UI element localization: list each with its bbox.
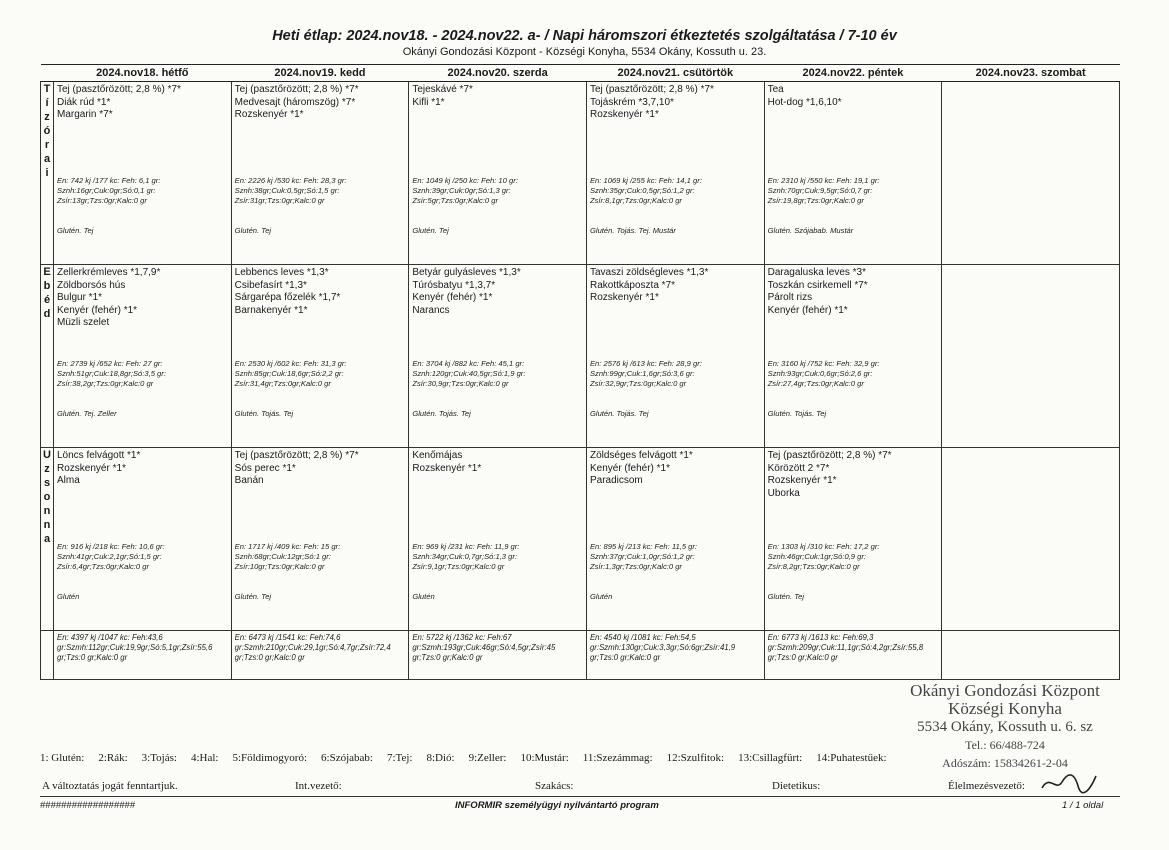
dish-item: Túrósbatyu *1,3,7* — [412, 279, 496, 291]
daily-total: En: 6773 kj /1613 kc: Feh:69,3 gr:Szmh:209gr;Cuk:11,1gr;Só:4,2gr;Zsír:55,8 gr;Tzs:0 gr;Kalc:0 gr — [764, 631, 942, 680]
dish-item: Banán — [234, 475, 264, 486]
meal-label — [41, 448, 54, 631]
menu-cell — [54, 448, 232, 631]
dish-list — [57, 84, 228, 122]
nutrition-line: En: 2226 kj /530 kc: Feh: 28,3 gr: — [234, 176, 347, 185]
dish-list — [235, 450, 406, 488]
day-header: 2024.nov20. szerda — [409, 65, 587, 82]
daily-total: En: 4397 kj /1047 kc: Feh:43,6 gr:Szmh:112gr;Cuk:19,9gr;Só:5,1gr;Zsír:55,6 gr;Tzs:0 gr;Kalc:0 gr — [54, 631, 232, 680]
nutrition-line: Sznh:35gr;Cuk:0,5gr;Só:1,2 gr: — [589, 186, 695, 195]
nutrition-line: Zsír:6,4gr;Tzs:0gr;Kalc:0 gr — [57, 562, 149, 571]
nutrition-line: Zsír:32,9gr;Tzs:0gr;Kalc:0 gr — [589, 379, 687, 388]
dish-item: Rozskenyér *1* — [589, 292, 659, 303]
nutrition-line: Zsír:30,9gr;Tzs:0gr;Kalc:0 gr — [412, 379, 509, 388]
meal-label-letter: ó — [43, 125, 51, 137]
institution-stamp — [885, 682, 1125, 772]
menu-cell — [764, 265, 942, 448]
daily-total: En: 4540 kj /1081 kc: Feh:54,5 gr:Szmh:130gr;Cuk:3,3gr;Só:6gr;Zsír:41,9 gr;Tzs:0 gr;Kalc:0 gr — [586, 631, 764, 680]
meal-label-letter: z — [44, 111, 50, 123]
menu-cell — [586, 448, 764, 631]
day-header: 2024.nov22. péntek — [764, 65, 942, 82]
daily-total-row — [41, 631, 1120, 680]
nutrition-info — [235, 176, 406, 206]
dish-item: Diák rúd *1* — [57, 96, 111, 108]
dish-item: Kenyér (fehér) *1* — [589, 462, 671, 474]
dish-item: Löncs felvágott *1* — [57, 450, 141, 461]
menu-cell — [231, 265, 409, 448]
daily-total — [942, 631, 1120, 680]
nutrition-line: Zsír:10gr;Tzs:0gr;Kalc:0 gr — [234, 562, 325, 571]
allergen-info: Glutén. Tej — [234, 592, 272, 601]
dish-item: Sós perec *1* — [234, 462, 296, 474]
nutrition-info — [57, 359, 228, 389]
nutrition-line: Zsír:31,4gr;Tzs:0gr;Kalc:0 gr — [234, 379, 331, 388]
allergen-legend-item: 6:Szójabab: — [321, 752, 373, 764]
allergen-legend-item: 13:Csillagfürt: — [738, 752, 803, 764]
footer-program: INFORMIR személyügyi nyilvántartó program — [455, 800, 659, 811]
nutrition-line: Zsír:38,2gr;Tzs:0gr;Kalc:0 gr — [57, 379, 154, 388]
menu-cell — [54, 265, 232, 448]
nutrition-info — [412, 359, 583, 389]
nutrition-info — [235, 359, 406, 389]
nutrition-info — [768, 359, 939, 389]
menu-cell — [409, 448, 587, 631]
stamp-line1: Okányi Gondozási Központ — [910, 681, 1100, 700]
dish-list — [412, 450, 583, 475]
nutrition-info — [57, 176, 228, 206]
day-header: 2024.nov21. csütörtök — [586, 65, 764, 82]
allergen-legend-item: 1: Glutén: — [40, 752, 85, 764]
meal-label-letter: n — [43, 505, 51, 517]
dish-list — [590, 450, 761, 488]
change-note: A változtatás jogát fenntartjuk. — [42, 780, 178, 792]
allergen-legend-item: 11:Szezámmag: — [582, 752, 653, 764]
nutrition-line: Sznh:41gr;Cuk:2,1gr;Só:1,5 gr: — [57, 552, 162, 561]
nutrition-line: Zsír:1,3gr;Tzs:0gr;Kalc:0 gr — [589, 562, 682, 571]
nutrition-line: Sznh:99gr;Cuk:1,6gr;Só:3,6 gr: — [589, 369, 695, 378]
nutrition-info — [768, 542, 939, 572]
dish-item: Csibefasírt *1,3* — [234, 279, 307, 291]
nutrition-info — [590, 359, 761, 389]
nutrition-info — [235, 542, 406, 572]
dish-item: Margarin *7* — [57, 109, 113, 120]
nutrition-line: En: 1069 kj /255 kc: Feh: 14,1 gr: — [589, 176, 702, 185]
dish-item: Rozskenyér *1* — [767, 475, 837, 486]
meal-label-letter: n — [43, 519, 51, 531]
corner-cell — [41, 65, 54, 82]
meal-label-letter: E — [43, 266, 51, 278]
dish-list — [235, 267, 406, 317]
footer-rule — [40, 796, 1120, 797]
stamp-line3: 5534 Okány, Kossuth u. 6. sz — [917, 719, 1093, 735]
allergen-info: Glutén. Tojás. Tej — [234, 409, 294, 418]
dish-item: Rozskenyér *1* — [412, 462, 482, 474]
footer-hashes: ################## — [40, 800, 136, 811]
menu-cell — [942, 448, 1120, 631]
nutrition-line: En: 1049 kj /250 kc: Feh: 10 gr: — [412, 176, 518, 185]
meal-row — [41, 82, 1120, 265]
nutrition-line: En: 2310 kj /550 kc: Feh: 19,1 gr: — [767, 176, 880, 185]
menu-cell — [231, 82, 409, 265]
allergen-info: Glutén. Tej. Zeller — [57, 409, 117, 418]
nutrition-line: En: 916 kj /218 kc: Feh: 10,6 gr: — [57, 542, 165, 551]
allergen-info: Glutén. Tojás. Tej — [767, 409, 827, 418]
allergen-legend-item: 7:Tej: — [386, 752, 413, 764]
nutrition-line: Zsír:9,1gr;Tzs:0gr;Kalc:0 gr — [412, 562, 505, 571]
meal-label — [41, 82, 54, 265]
nutrition-line: Sznh:85gr;Cuk:18,6gr;Só:2,2 gr: — [234, 369, 344, 378]
nutrition-line: Sznh:70gr;Cuk:9,5gr;Só:0,7 gr: — [767, 186, 873, 195]
nutrition-line: En: 2576 kj /613 kc: Feh: 28,9 gr: — [589, 359, 702, 368]
meal-label-letter: r — [44, 139, 50, 151]
dish-item: Zellerkrémleves *1,7,9* — [57, 267, 161, 278]
nutrition-line: En: 3160 kj /752 kc: Feh: 32,9 gr: — [767, 359, 880, 368]
stamp-line2: Községi Konyha — [948, 699, 1062, 718]
meal-label-letter: a — [43, 533, 51, 545]
dietetikus-label: Dietetikus: — [772, 780, 821, 792]
nutrition-line: Sznh:34gr;Cuk:0,7gr;Só:1,3 gr: — [412, 552, 517, 561]
meal-label-letter: í — [45, 97, 49, 109]
menu-cell — [231, 448, 409, 631]
meal-row — [41, 448, 1120, 631]
nutrition-line: Sznh:68gr;Cuk:12gr;Só:1 gr: — [234, 552, 331, 561]
nutrition-line: En: 969 kj /231 kc: Feh: 11,9 gr: — [412, 542, 520, 551]
allergen-info: Glutén — [57, 592, 80, 601]
dish-item: Kenyér (fehér) *1* — [767, 304, 848, 316]
dish-item: Tojáskrém *3,7,10* — [589, 96, 674, 108]
nutrition-info — [412, 176, 583, 206]
meal-label-letter: d — [43, 308, 51, 320]
nutrition-info — [768, 176, 939, 206]
dish-list — [768, 84, 939, 109]
nutrition-info — [57, 542, 228, 572]
dish-list — [590, 84, 761, 122]
meal-label-letter: U — [43, 449, 51, 461]
allergen-legend-item: 8:Dió: — [426, 752, 455, 764]
daily-total: En: 6473 kj /1541 kc: Feh:74,6 gr:Szmh:210gr;Cuk:29,1gr;Só:4,7gr;Zsír:72,4 gr;Tzs:0 gr;Kalc:0 gr — [231, 631, 409, 680]
nutrition-line: Zsír:8,2gr;Tzs:0gr;Kalc:0 gr — [767, 562, 860, 571]
dish-item: Paradicsom — [589, 475, 643, 486]
allergen-info: Glutén. Tej — [412, 226, 449, 235]
menu-cell — [942, 82, 1120, 265]
menu-cell — [409, 82, 587, 265]
dish-item: Alma — [57, 475, 80, 486]
footer-page: 1 / 1 oldal — [1062, 800, 1104, 811]
dish-item: Hot-dog *1,6,10* — [767, 96, 842, 108]
total-label-cell — [41, 631, 54, 680]
meal-label-letter: o — [43, 491, 51, 503]
meal-label — [41, 265, 54, 448]
dish-item: Rakottkáposzta *7* — [589, 279, 676, 291]
menu-cell — [942, 265, 1120, 448]
dish-list — [590, 267, 761, 305]
dish-item: Uborka — [767, 487, 800, 499]
nutrition-line: En: 742 kj /177 kc: Feh: 6,1 gr: — [57, 176, 161, 185]
allergen-info: Glutén — [589, 592, 613, 601]
menu-cell — [409, 265, 587, 448]
allergen-info: Glutén. Tojás. Tej — [412, 409, 471, 418]
page-subtitle: Okányi Gondozási Központ - Községi Konyha, 5534 Okány, Kossuth u. 23. — [402, 46, 767, 58]
page-title: Heti étlap: 2024.nov18. - 2024.nov22. a- / Napi háromszori étkeztetés szolgáltatása / 7-10 év — [272, 28, 897, 44]
dish-item: Párolt rizs — [767, 292, 813, 303]
allergen-legend-item: 2:Rák: — [98, 752, 128, 764]
dish-item: Tej (pasztőrözött; 2,8 %) *7* — [57, 84, 181, 95]
meal-row — [41, 265, 1120, 448]
allergen-info: Glutén. Tojás. Tej. Mustár — [589, 226, 676, 235]
menu-cell — [586, 82, 764, 265]
day-header: 2024.nov23. szombat — [942, 65, 1120, 82]
dish-item: Lebbencs leves *1,3* — [234, 267, 329, 278]
allergen-info: Glutén. Tojás. Tej — [589, 409, 649, 418]
dish-list — [57, 267, 228, 330]
int-vezeto-label: Int.vezető: — [295, 780, 342, 792]
nutrition-line: En: 2739 kj /652 kc: Feh: 27 gr: — [57, 359, 163, 368]
dish-item: Narancs — [412, 304, 450, 316]
nutrition-line: En: 895 kj /213 kc: Feh: 11,5 gr: — [589, 542, 698, 551]
meal-label-letter: z — [44, 463, 50, 475]
nutrition-line: Zsír:31gr;Tzs:0gr;Kalc:0 gr — [234, 196, 325, 205]
allergen-legend-item: 10:Mustár: — [520, 752, 569, 764]
dish-list — [768, 450, 939, 500]
dish-item: Rozskenyér *1* — [234, 109, 304, 120]
stamp-line5: Adószám: 15834261-2-04 — [942, 756, 1068, 770]
dish-item: Toszkán csirkemell *7* — [767, 279, 868, 291]
dish-list — [412, 84, 583, 109]
dish-item: Rozskenyér *1* — [589, 109, 659, 120]
dish-item: Zöldséges felvágott *1* — [589, 450, 693, 461]
meal-label-letter: i — [45, 167, 49, 179]
dish-item: Kenyér (fehér) *1* — [412, 292, 493, 303]
dish-item: Tej (pasztőrözött; 2,8 %) *7* — [234, 450, 359, 461]
nutrition-line: Sznh:51gr;Cuk:18,8gr;Só:3,5 gr: — [57, 369, 166, 378]
meal-label-letter: s — [43, 477, 51, 489]
allergen-info: Glutén. Tej — [57, 226, 94, 235]
dish-item: Zöldborsós hús — [57, 279, 126, 291]
daily-total: En: 5722 kj /1362 kc: Feh:67 gr:Szmh:193gr;Cuk:46gr;Só:4,5gr;Zsír:45 gr;Tzs:0 gr;Kalc:0 gr — [409, 631, 587, 680]
dish-list — [235, 84, 406, 122]
elelmezesvezeto-label: Élelmezésvezető: — [948, 780, 1025, 792]
meal-label-letter: é — [43, 294, 51, 306]
allergen-info: Glutén — [412, 592, 435, 601]
dish-item: Tavaszi zöldségleves *1,3* — [589, 267, 709, 278]
dish-item: Tej (pasztőrözött; 2,8 %) *7* — [234, 84, 359, 95]
dish-list — [412, 267, 583, 317]
menu-cell — [586, 265, 764, 448]
menu-cell — [764, 448, 942, 631]
dish-item: Sárgarépa főzelék *1,7* — [234, 292, 341, 303]
dish-item: Kifli *1* — [412, 96, 445, 108]
day-header-row — [41, 65, 1120, 82]
meal-label-letter: b — [43, 280, 51, 292]
dish-item: Rozskenyér *1* — [57, 462, 126, 474]
allergen-info: Glutén. Tej — [767, 592, 805, 601]
signature-scribble — [1040, 770, 1100, 796]
dish-list — [768, 267, 939, 317]
dish-item: Medvesajt (háromszög) *7* — [234, 96, 356, 108]
allergen-legend-item: 9:Zeller: — [468, 752, 507, 764]
allergen-info: Glutén. Tej — [234, 226, 272, 235]
dish-item: Kenyér (fehér) *1* — [57, 304, 138, 316]
szakacs-label: Szakács: — [535, 780, 574, 792]
nutrition-line: Zsír:19,8gr;Tzs:0gr;Kalc:0 gr — [767, 196, 864, 205]
dish-list — [57, 450, 228, 488]
allergen-legend-item: 5:Földimogyoró: — [232, 752, 308, 764]
allergen-legend-item: 3:Tojás: — [141, 752, 177, 764]
day-header: 2024.nov18. hétfő — [54, 65, 232, 82]
meal-label-letter: a — [43, 153, 51, 165]
nutrition-line: Sznh:93gr;Cuk:0,6gr;Só:2,6 gr: — [767, 369, 873, 378]
allergen-info: Glutén. Szójabab. Mustár — [767, 226, 854, 235]
nutrition-line: Sznh:38gr;Cuk:0,5gr;Só:1,5 gr: — [234, 186, 340, 195]
nutrition-info — [412, 542, 583, 572]
nutrition-line: Zsír:27,4gr;Tzs:0gr;Kalc:0 gr — [767, 379, 864, 388]
menu-table — [40, 64, 1120, 680]
dish-item: Kenőmájas — [412, 450, 463, 461]
dish-item: Tea — [767, 84, 784, 95]
allergen-legend-item: 4:Hal: — [190, 752, 219, 764]
menu-cell — [54, 82, 232, 265]
nutrition-line: En: 1303 kj /310 kc: Feh: 17,2 gr: — [767, 542, 880, 551]
dish-item: Körözött 2 *7* — [767, 462, 830, 474]
nutrition-info — [590, 542, 761, 572]
nutrition-line: En: 1717 kj /409 kc: Feh: 15 gr: — [234, 542, 341, 551]
dish-item: Tejeskávé *7* — [412, 84, 473, 95]
dish-item: Tej (pasztőrözött; 2,8 %) *7* — [767, 450, 892, 461]
day-header: 2024.nov19. kedd — [231, 65, 409, 82]
allergen-legend-item: 14:Puhatestűek: — [816, 752, 887, 764]
meal-label-letter: T — [43, 83, 51, 95]
nutrition-line: Sznh:16gr;Cuk:0gr;Só:0,1 gr: — [57, 186, 156, 195]
dish-item: Bulgur *1* — [57, 292, 103, 303]
nutrition-line: Zsír:5gr;Tzs:0gr;Kalc:0 gr — [412, 196, 498, 205]
menu-cell — [764, 82, 942, 265]
nutrition-info — [590, 176, 761, 206]
nutrition-line: En: 2530 kj /602 kc: Feh: 31,3 gr: — [234, 359, 347, 368]
dish-item: Tej (pasztőrözött; 2,8 %) *7* — [589, 84, 714, 95]
nutrition-line: En: 3704 kj /882 kc: Feh: 45,1 gr: — [412, 359, 525, 368]
nutrition-line: Sznh:120gr;Cuk:40,5gr;Só:1,9 gr: — [412, 369, 526, 378]
allergen-legend-item: 12:Szulfitok: — [666, 752, 725, 764]
nutrition-line: Zsír:8,1gr;Tzs:0gr;Kalc:0 gr — [589, 196, 682, 205]
stamp-line4: Tel.: 66/488-724 — [965, 738, 1045, 752]
dish-item: Barnakenyér *1* — [234, 304, 308, 316]
nutrition-line: Sznh:37gr;Cuk:1,0gr;Só:1,2 gr: — [589, 552, 695, 561]
dish-item: Müzli szelet — [57, 317, 110, 328]
dish-item: Betyár gulyásleves *1,3* — [412, 267, 521, 278]
nutrition-line: Zsír:13gr;Tzs:0gr;Kalc:0 gr — [57, 196, 147, 205]
dish-item: Daragaluska leves *3* — [767, 267, 867, 278]
nutrition-line: Sznh:46gr;Cuk:1gr;Só:0,9 gr: — [767, 552, 866, 561]
nutrition-line: Sznh:39gr;Cuk:0gr;Só:1,3 gr: — [412, 186, 511, 195]
